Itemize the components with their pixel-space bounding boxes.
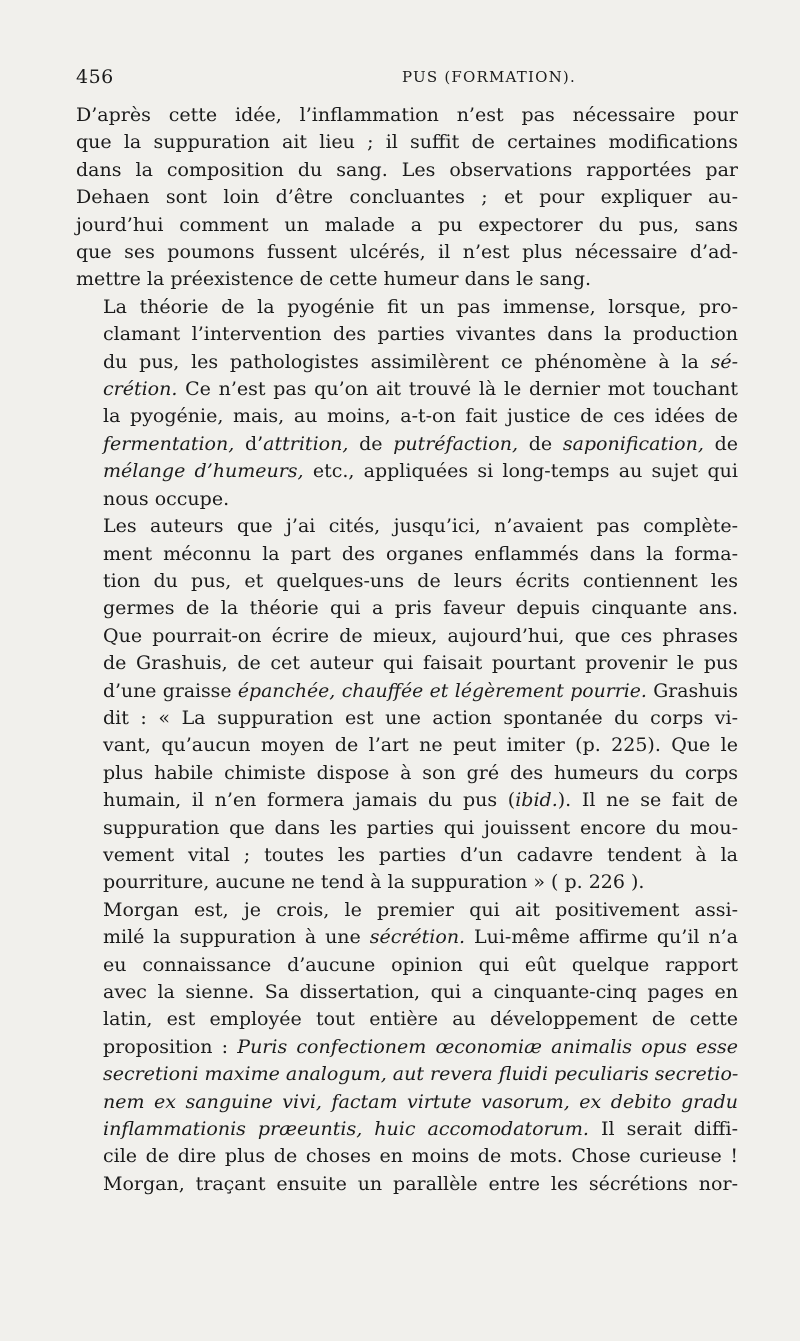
text-run: etc., appliquées si long-temps au sujet qui (303, 460, 738, 483)
text-line: Morgan, traçant ensuite un parallèle entre les sécrétions nor- (103, 1172, 738, 1195)
text-run: milé la suppuration à une (103, 926, 370, 949)
text-run: humain, il n’en formera jamais du pus ( (103, 789, 516, 812)
italic-term: ibid. (515, 789, 558, 812)
page-header (76, 66, 736, 98)
text-run: de (517, 432, 563, 455)
latin-quote: inflammationis præeuntis, huic accomodatorum. (103, 1118, 589, 1141)
text-line: latin, est employée tout entière au développement de cette (103, 1008, 738, 1031)
text-line: vement vital ; toutes les parties d’un cadavre tendent à la (103, 843, 738, 866)
italic-quote: épanchée, chauffée et légèrement pourrie. (237, 680, 647, 702)
text-run: Ce n’est pas qu’on ait trouvé là le dernier mot touchant (177, 378, 738, 401)
text-line: Les auteurs que j’ai cités, jusqu’ici, n’avaient pas complète- (103, 515, 738, 538)
text-run: proposition : (103, 1035, 238, 1058)
italic-term: sécrétion. (369, 926, 466, 949)
paragraph-2 (76, 294, 738, 513)
running-title: PUS (FORMATION). (402, 68, 576, 86)
text-line (76, 376, 738, 403)
text-line: nem ex sanguine vivi, factam virtute vasorum, ex debito gradu (103, 1090, 738, 1113)
italic-term: fermentation, (103, 432, 235, 455)
text-line: de Grashuis, de cet auteur qui faisait pourtant provenir le pus (103, 652, 738, 675)
text-line: dans la composition du sang. Les observations rapportées par (76, 158, 738, 181)
italic-term: putréfaction, (393, 432, 518, 455)
text-line: Morgan est, je crois, le premier qui ait positivement assi- (103, 898, 738, 921)
text-run: de (703, 432, 738, 455)
text-line: plus habile chimiste dispose à son gré des humeurs du corps (103, 761, 738, 784)
italic-term: sé- (710, 350, 739, 373)
text-line: eu connaissance d’aucune opinion qui eût quelque rapport (103, 953, 738, 976)
text-line: jourd’hui comment un malade a pu expectorer du pus, sans (76, 213, 738, 236)
paragraph-3 (76, 513, 738, 897)
text-line (76, 787, 738, 814)
text-line: mettre la préexistence de cette humeur dans le sang. (76, 268, 592, 291)
text-run: ). Il ne se fait de (557, 789, 739, 812)
text-line: secretioni maxime analogum, aut revera fluidi peculiaris secretio- (103, 1063, 739, 1086)
text-line (76, 1116, 738, 1143)
page-number: 456 (76, 66, 114, 88)
text-line: vant, qu’aucun moyen de l’art ne peut imiter (p. 225). Que le (103, 734, 738, 757)
latin-quote: Puris confectionem œconomiæ animalis opus esse (237, 1035, 738, 1058)
italic-term: crétion. (103, 378, 178, 401)
text-line: Dehaen sont loin d’être concluantes ; et pour expliquer au- (76, 186, 738, 209)
text-line: cile de dire plus de choses en moins de mots. Chose curieuse ! (103, 1145, 738, 1168)
text-line: ment méconnu la part des organes enflammés dans la forma- (103, 542, 738, 565)
text-line (76, 458, 738, 485)
text-line: dit : « La suppuration est une action spontanée du corps vi- (103, 706, 738, 729)
text-line: tion du pus, et quelques-uns de leurs écrits contiennent les (103, 569, 738, 592)
text-line: germes de la théorie qui a pris faveur depuis cinquante ans. (103, 597, 738, 620)
text-run: Il serait diffi- (588, 1118, 738, 1141)
text-line (76, 1034, 738, 1061)
text-line: La théorie de la pyogénie fit un pas immense, lorsque, pro- (103, 295, 738, 318)
text-line: avec la sienne. Sa dissertation, qui a cinquante-cinq pages en (103, 981, 738, 1003)
paragraph-4 (76, 897, 738, 1198)
text-run: de (348, 432, 394, 455)
text-line: nous occupe. (103, 487, 230, 510)
text-run: Lui-même affirme qu’il n’a (465, 926, 738, 949)
italic-term: saponification, (562, 432, 704, 455)
text-run: d’une graisse (103, 680, 238, 702)
text-line: que la suppuration ait lieu ; il suffit de certaines modifications (76, 131, 738, 154)
text-run: Grashuis (646, 680, 738, 702)
text-line: pourriture, aucune ne tend à la suppuration » ( p. 226 ). (103, 871, 645, 894)
text-line: la pyogénie, mais, au moins, a-t-on fait justice de ces idées de (103, 405, 738, 428)
italic-term: mélange d’humeurs, (103, 460, 304, 483)
text-run: du pus, les pathologistes assimilèrent ce phénomène à la (103, 350, 699, 373)
text-line: suppuration que dans les parties qui jouissent encore du mou- (103, 816, 738, 839)
text-line: D’après cette idée, l’inflammation n’est pas nécessaire pour (76, 104, 738, 126)
italic-term: attrition, (263, 432, 349, 455)
text-line (76, 678, 738, 705)
paragraph-1 (76, 102, 738, 294)
text-line: clamant l’intervention des parties vivantes dans la production (103, 323, 738, 346)
text-run: d’ (234, 432, 264, 455)
text-line (76, 924, 738, 951)
body-text (76, 102, 738, 1198)
text-line: que ses poumons fussent ulcérés, il n’est plus nécessaire d’ad- (76, 241, 738, 264)
text-line (76, 431, 738, 458)
text-line (76, 349, 738, 376)
text-line: Que pourrait-on écrire de mieux, aujourd’hui, que ces phrases (103, 624, 738, 647)
